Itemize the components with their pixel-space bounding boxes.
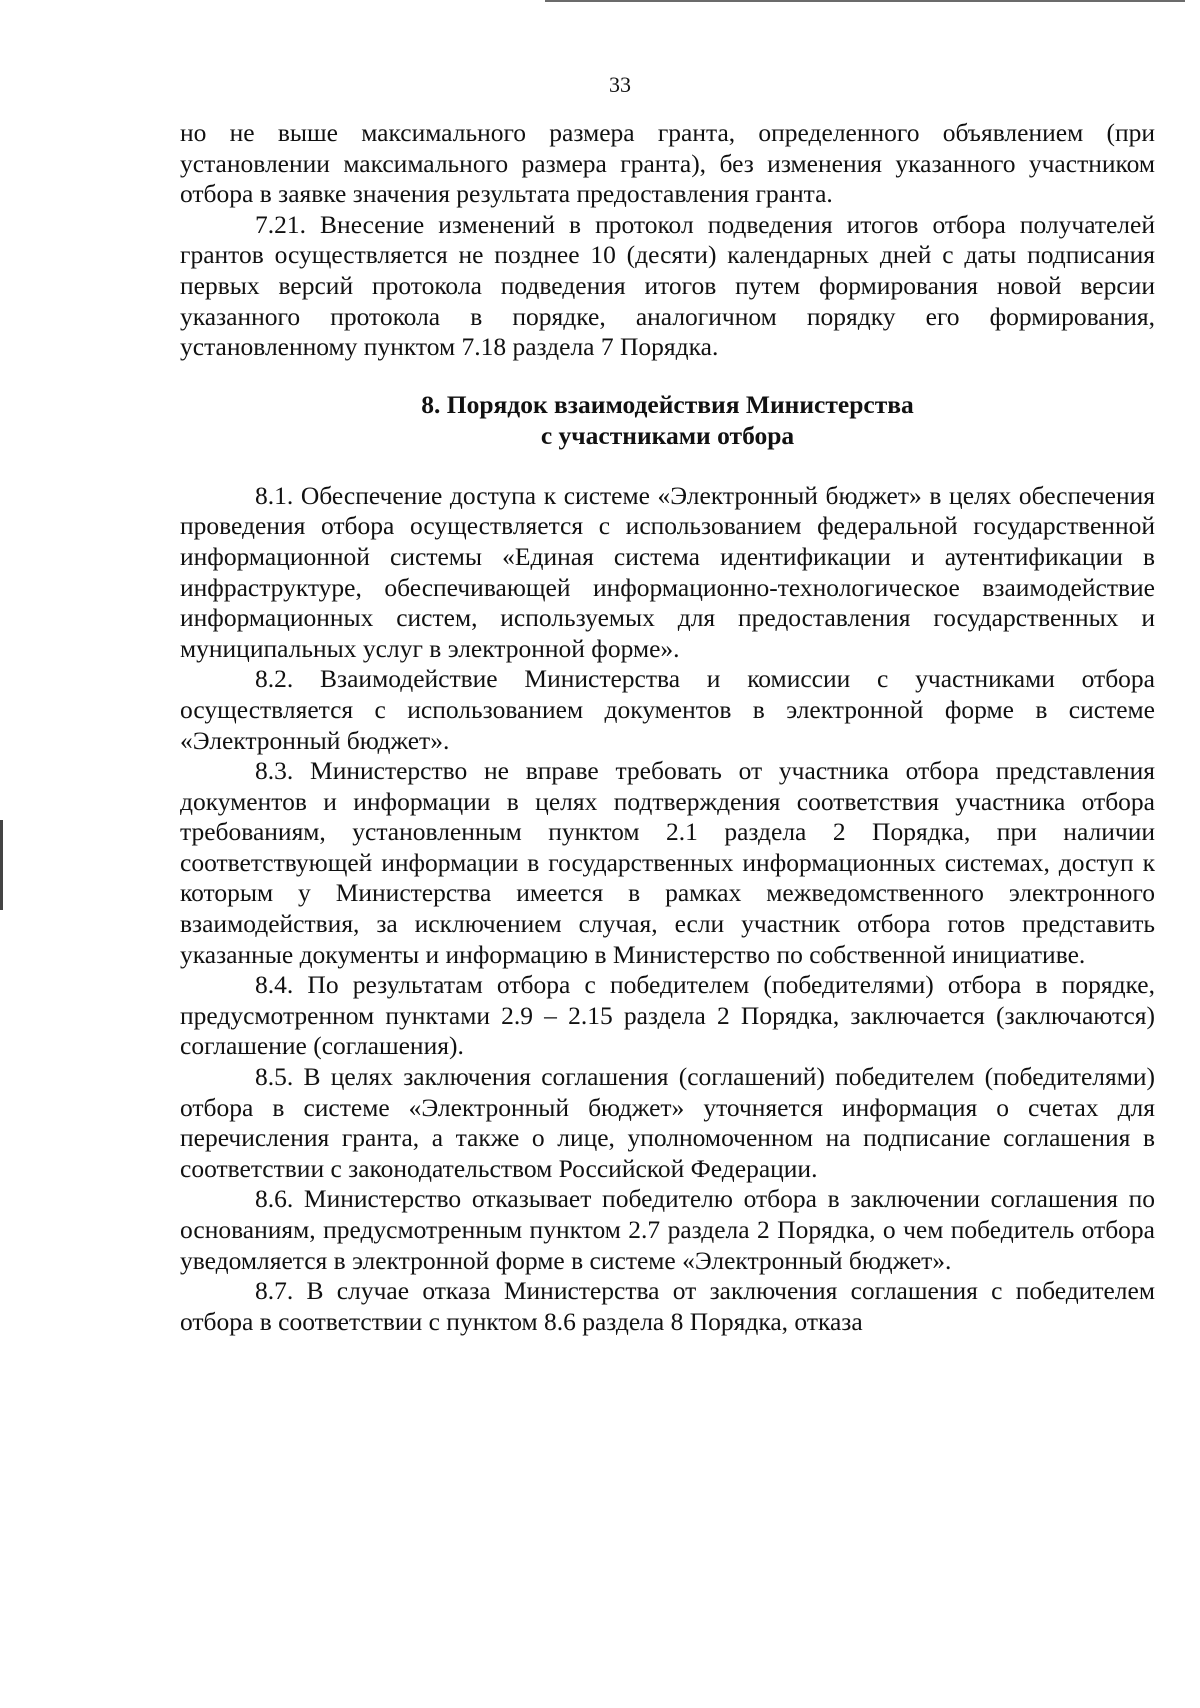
paragraph-continuation: но не выше максимального размера гранта, определенного объявлением (при установлении максимального размера гранта), без изменения указанного участником отбора в заявке значения результата предоставления гранта. (180, 118, 1155, 209)
section-heading (180, 389, 1155, 451)
page-number: 33 (609, 72, 631, 97)
section-heading-line-2: с участниками отбора (540, 420, 795, 450)
scan-artifact-top-line (545, 0, 1185, 2)
document-body (180, 118, 1155, 1337)
paragraph-8-6: 8.6. Министерство отказывает победителю отбора в заключении соглашения по основаниям, предусмотренным пунктом 2.7 раздела 2 Порядка, о чем победитель отбора уведомляется в электронной форме в системе «Электронный бюджет». (180, 1184, 1155, 1275)
paragraph-8-2: 8.2. Взаимодействие Министерства и комиссии с участниками отбора осуществляется с использованием документов в электронной форме в системе «Электронный бюджет». (180, 664, 1155, 755)
paragraph-7-21: 7.21. Внесение изменений в протокол подведения итогов отбора получателей грантов осуществляется не позднее 10 (десяти) календарных дней с даты подписания первых версий протокола подведения итогов путем формирования новой версии указанного протокола в порядке, аналогичном порядку его формирования, установленному пунктом 7.18 раздела 7 Порядка. (180, 209, 1155, 362)
section-heading-line-1: 8. Порядок взаимодействия Министерства (421, 389, 914, 419)
paragraph-8-1: 8.1. Обеспечение доступа к системе «Электронный бюджет» в целях обеспечения проведения отбора осуществляется с использованием федеральной государственной информационной системы «Единая система идентификации и аутентификации в инфраструктуре, обеспечивающей информационно-технологическое взаимодействие информационных систем, используемых для предоставления государственных и муниципальных услуг в электронной форме». (180, 480, 1155, 663)
paragraph-8-3: 8.3. Министерство не вправе требовать от участника отбора представления документов и информации в целях подтверждения соответствия участника отбора требованиям, установленным пунктом 2.1 раздела 2 Порядка, при наличии соответствующей информации в государственных информационных системах, доступ к которым у Министерства имеется в рамках межведомственного электронного взаимодействия, за исключением случая, если участник отбора готов представить указанные документы и информацию в Министерство по собственной инициативе. (180, 756, 1155, 969)
paragraph-8-7: 8.7. В случае отказа Министерства от заключения соглашения с победителем отбора в соответствии с пунктом 8.6 раздела 8 Порядка, отказа (180, 1276, 1155, 1336)
paragraph-8-4: 8.4. По результатам отбора с победителем (победителями) отбора в порядке, предусмотренном пунктами 2.9 – 2.15 раздела 2 Порядка, заключается (заключаются) соглашение (соглашения). (180, 970, 1155, 1061)
scan-artifact-left-edge (0, 820, 3, 910)
paragraph-8-5: 8.5. В целях заключения соглашения (соглашений) победителем (победителями) отбора в системе «Электронный бюджет» уточняется информация о счетах для перечисления гранта, а также о лице, уполномоченном на подписание соглашения в соответствии с законодательством Российской Федерации. (180, 1062, 1155, 1183)
